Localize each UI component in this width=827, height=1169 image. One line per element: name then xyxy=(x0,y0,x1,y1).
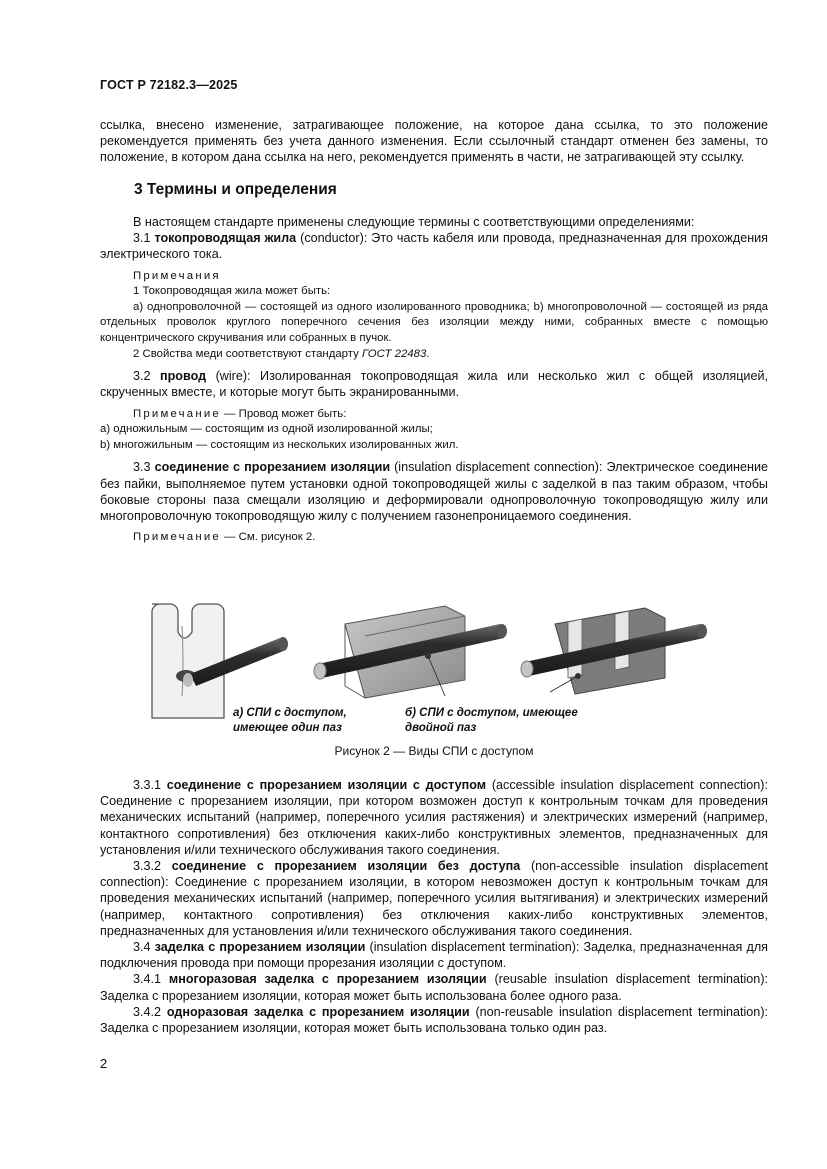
term-3-4-2-name: одноразовая заделка с прорезанием изоляции xyxy=(166,1004,470,1019)
single-slot-terminal xyxy=(152,604,224,718)
figure-title: Рисунок 2 — Виды СПИ с доступом xyxy=(334,744,534,758)
term-3-3-2: 3.3.2 соединение с прорезанием изоляции без доступа (non-accessible insulation displacement connection): Соединение с прорезанием изоляции, в котором невозможен доступ к контрольным точкам для проведения механических испытаний (например, поперечного усилия вытягивания) и электрических измерений (например, контактного сопротивления) без отключения каких-либо конструктивных элементов, предназначенных для установления и/или технического обслуживания такого соединения. xyxy=(100,859,768,938)
terms-block-top xyxy=(100,214,768,546)
notes-label: Примечания xyxy=(133,269,221,282)
term-3-4: 3.4 заделка с прорезанием изоляции (insulation displacement termination): Заделка, предназначенная для подключения провода при помощи прорезания изоляции с доступом. xyxy=(100,940,768,971)
terms-block-bottom xyxy=(100,777,768,1036)
intro-text: ссылка, внесено изменение, затрагивающее положение, на которое дана ссылка, то это положение рекомендуется применять без учета данного изменения. Если ссылочный стандарт отменен без замены, то положение, в котором дана ссылка на него, рекомендуется применять в части, не затрагивающей эту ссылку. xyxy=(100,118,768,165)
section-title: 3 Термины и определения xyxy=(134,181,337,198)
figure-2-illustration xyxy=(100,596,768,766)
term-3-4-1: 3.4.1 многоразовая заделка с прорезанием изоляции (reusable insulation displacement termination): Заделка с прорезанием изоляции, которая может быть использована более одного раза. xyxy=(100,972,769,1003)
term-3-4-2: 3.4.2 одноразовая заделка с прорезанием изоляции (non-reusable insulation displacement termination): Заделка с прорезанием изоляции, которая может быть использована только один раз. xyxy=(100,1004,769,1036)
term-3-1: 3.1 токопроводящая жила (conductor): Это часть кабеля или провода, предназначенная для прохождения электрического тока. xyxy=(100,231,769,262)
term-3-3-1-name: соединение с прорезанием изоляции с доступом xyxy=(166,778,487,792)
term-3-3-name: соединение с прорезанием изоляции xyxy=(154,460,391,475)
figure-caption-a: а) СПИ с доступом, имеющее один паз xyxy=(233,707,347,734)
term-3-4-1-name: многоразовая заделка с прорезанием изоляции xyxy=(168,972,487,987)
term-3-4-name: заделка с прорезанием изоляции xyxy=(154,940,366,955)
term-3-1-name: токопроводящая жила xyxy=(154,231,297,246)
document-header: ГОСТ Р 72182.3—2025 xyxy=(100,78,238,92)
page-number: 2 xyxy=(100,1056,108,1071)
term-3-3: 3.3 соединение с прорезанием изоляции (insulation displacement connection): Электрическое соединение без пайки, выполняемое путем установки одной токопроводящей жилы с заделкой в паз таким образом, чтобы боковые стороны паза смещали изоляцию и деформировали однопроволочную токопроводящую жилу или многопроволочную токопроводящую жилу с получением газонепроницаемого соединения. xyxy=(100,460,768,523)
term-3-1-notes: Примечания 1 Токопроводящая жила может быть: a) однопроволочной — состоящей из одного изолированного проводника; b) многопроволочной — состоящей из ряда отдельных проволок круглого поперечного сечения без изоляции между ними, собранных вместе с помощью концентрического скручивания или собранных в пучок. 2 Свойства меди соответствуют стандарту ГОСТ 22483. xyxy=(100,269,768,360)
figure-caption-b: б) СПИ с доступом, имеющее двойной паз xyxy=(405,707,578,734)
term-3-2-name: провод xyxy=(160,369,207,384)
term-3-2-note: Примечание — Провод может быть: а) одножильным — состоящим из одной изолированной жилы; b) многожильным — состоящим из нескольких изолированных жил. xyxy=(100,407,459,451)
intro-paragraph xyxy=(100,117,768,166)
term-3-3-1: 3.3.1 соединение с прорезанием изоляции с доступом (accessible insulation displacement connection): Соединение с прорезанием изоляции, при котором возможен доступ к контрольным точкам для проведения механических испытаний (например, поперечного усилия растяжения) и электрических измерений (например, контактного сопротивления) без отключения каких-либо конструктивных элементов, предназначенных для установления и/или технического обслуживания такого соединения. xyxy=(100,778,769,857)
term-3-3-2-name: соединение с прорезанием изоляции без доступа xyxy=(171,859,521,874)
term-3-2: 3.2 провод (wire): Изолированная токопроводящая жила или несколько жил с общей изоляцией, скрученных вместе, и которые могут быть экранированными. xyxy=(100,369,768,400)
section-lead: В настоящем стандарте применены следующие термины с соответствующими определениями: xyxy=(133,215,695,229)
term-3-3-note: Примечание — См. рисунок 2. xyxy=(133,531,316,544)
